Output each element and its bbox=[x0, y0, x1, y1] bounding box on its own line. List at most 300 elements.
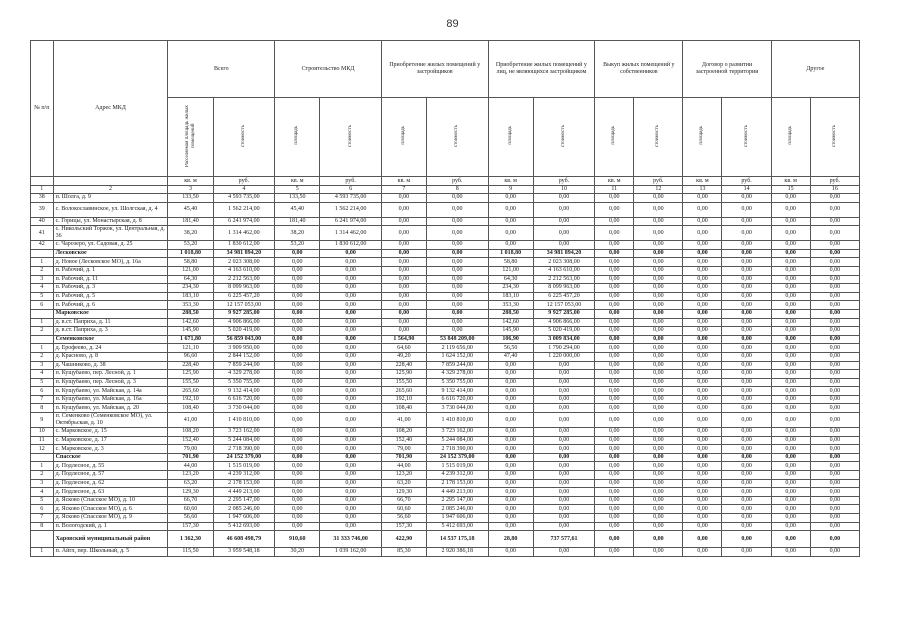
value-cell: 0,00 bbox=[275, 352, 320, 361]
value-cell: 0,00 bbox=[533, 413, 595, 428]
value-cell: 0,00 bbox=[320, 284, 382, 293]
value-cell: 265,60 bbox=[168, 387, 213, 396]
value-cell: 0,00 bbox=[275, 301, 320, 310]
value-cell: 0,00 bbox=[683, 387, 722, 396]
value-cell: 155,50 bbox=[381, 378, 426, 387]
value-cell: 0,00 bbox=[275, 378, 320, 387]
value-cell: 31 333 746,00 bbox=[320, 531, 382, 548]
value-cell: 8 099 963,00 bbox=[213, 284, 275, 293]
value-cell: 0,00 bbox=[810, 361, 859, 370]
value-cell: 0,00 bbox=[771, 258, 810, 267]
value-cell: 58,80 bbox=[488, 258, 533, 267]
value-cell: 0,00 bbox=[595, 436, 634, 445]
value-cell: 60,60 bbox=[381, 505, 426, 514]
address-cell: с. Марковское, д. 3 bbox=[53, 445, 168, 454]
sub-header-text: стоимость bbox=[655, 124, 661, 147]
table-row bbox=[31, 284, 860, 293]
address-cell: Семенковское bbox=[53, 335, 168, 344]
value-cell: 0,00 bbox=[634, 327, 683, 336]
group-header-purchase-others: Приобретение жилых помещений у лиц, не являющихся застройщиком bbox=[488, 41, 595, 98]
address-cell: д. Красново, д. 8 bbox=[53, 352, 168, 361]
value-cell: 0,00 bbox=[810, 479, 859, 488]
value-cell: 0,00 bbox=[595, 202, 634, 217]
value-cell: 0,00 bbox=[488, 378, 533, 387]
value-cell: 2 212 563,00 bbox=[533, 275, 595, 284]
value-cell: 0,00 bbox=[810, 453, 859, 462]
row-number-cell: 1 bbox=[31, 462, 54, 471]
value-cell: 0,00 bbox=[488, 522, 533, 531]
value-cell: 701,90 bbox=[381, 453, 426, 462]
value-cell: 14 537 175,18 bbox=[427, 531, 489, 548]
address-cell: д. Подлесное, д. 55 bbox=[53, 462, 168, 471]
row-number-cell: 39 bbox=[31, 202, 54, 217]
group-total-row bbox=[31, 335, 860, 344]
value-cell: 0,00 bbox=[722, 202, 771, 217]
value-cell: 79,00 bbox=[168, 445, 213, 454]
value-cell: 0,00 bbox=[320, 462, 382, 471]
value-cell: 0,00 bbox=[634, 531, 683, 548]
value-cell: 79,00 bbox=[381, 445, 426, 454]
unit-cell: руб. bbox=[320, 177, 382, 186]
value-cell: 0,00 bbox=[533, 462, 595, 471]
value-cell: 2 295 147,00 bbox=[213, 496, 275, 505]
group-header-other: Другое bbox=[771, 41, 859, 98]
value-cell: 192,10 bbox=[381, 395, 426, 404]
value-cell: 0,00 bbox=[810, 352, 859, 361]
row-number-cell: 2 bbox=[31, 471, 54, 480]
value-cell: 0,00 bbox=[771, 378, 810, 387]
table-row bbox=[31, 404, 860, 413]
value-cell: 45,40 bbox=[275, 202, 320, 217]
value-cell: 0,00 bbox=[683, 479, 722, 488]
value-cell: 0,00 bbox=[595, 496, 634, 505]
col-number: 15 bbox=[771, 186, 810, 194]
value-cell: 0,00 bbox=[683, 309, 722, 318]
value-cell: 0,00 bbox=[771, 505, 810, 514]
value-cell: 44,00 bbox=[381, 462, 426, 471]
value-cell: 0,00 bbox=[320, 453, 382, 462]
value-cell: 0,00 bbox=[427, 217, 489, 226]
value-cell: 0,00 bbox=[595, 258, 634, 267]
value-cell: 0,00 bbox=[683, 471, 722, 480]
row-number-cell: 6 bbox=[31, 301, 54, 310]
value-cell: 0,00 bbox=[810, 327, 859, 336]
value-cell: 0,00 bbox=[595, 505, 634, 514]
value-cell: 2 920 386,18 bbox=[427, 548, 489, 557]
value-cell: 9 927 285,00 bbox=[213, 309, 275, 318]
col-number: 6 bbox=[320, 186, 382, 194]
value-cell: 0,00 bbox=[683, 462, 722, 471]
value-cell: 1 039 162,00 bbox=[320, 548, 382, 557]
row-number-cell: 4 bbox=[31, 370, 54, 379]
row-number-cell bbox=[31, 249, 54, 258]
value-cell: 0,00 bbox=[595, 471, 634, 480]
value-cell: 0,00 bbox=[634, 217, 683, 226]
col-number: 2 bbox=[53, 186, 168, 194]
value-cell: 0,00 bbox=[634, 194, 683, 203]
value-cell: 0,00 bbox=[595, 241, 634, 250]
value-cell: 0,00 bbox=[488, 370, 533, 379]
value-cell: 1 410 810,00 bbox=[427, 413, 489, 428]
value-cell: 0,00 bbox=[595, 514, 634, 523]
value-cell: 0,00 bbox=[595, 194, 634, 203]
table-row bbox=[31, 395, 860, 404]
row-number-cell: 11 bbox=[31, 436, 54, 445]
value-cell: 0,00 bbox=[275, 453, 320, 462]
sub-header-text: площадь bbox=[611, 126, 617, 145]
value-cell: 4 329 278,00 bbox=[427, 370, 489, 379]
value-cell: 0,00 bbox=[634, 258, 683, 267]
value-cell: 0,00 bbox=[320, 344, 382, 353]
col-number: 5 bbox=[275, 186, 320, 194]
value-cell: 0,00 bbox=[771, 404, 810, 413]
value-cell: 0,00 bbox=[722, 241, 771, 250]
value-cell: 157,30 bbox=[168, 522, 213, 531]
value-cell: 0,00 bbox=[634, 413, 683, 428]
value-cell: 0,00 bbox=[320, 301, 382, 310]
address-cell: с. Марковское, д. 17 bbox=[53, 436, 168, 445]
value-cell: 0,00 bbox=[275, 249, 320, 258]
value-cell: 0,00 bbox=[683, 445, 722, 454]
row-number-cell: 9 bbox=[31, 413, 54, 428]
value-cell: 0,00 bbox=[275, 361, 320, 370]
value-cell: 1 624 152,00 bbox=[427, 352, 489, 361]
sub-header-text: стоимость bbox=[831, 124, 837, 147]
value-cell: 0,00 bbox=[683, 352, 722, 361]
value-cell: 3 730 044,00 bbox=[427, 404, 489, 413]
sub-header bbox=[168, 98, 213, 177]
table-row bbox=[31, 488, 860, 497]
col-number: 11 bbox=[595, 186, 634, 194]
value-cell: 108,20 bbox=[168, 428, 213, 437]
value-cell: 0,00 bbox=[275, 258, 320, 267]
value-cell: 0,00 bbox=[722, 194, 771, 203]
value-cell: 0,00 bbox=[533, 241, 595, 250]
value-cell: 0,00 bbox=[683, 370, 722, 379]
value-cell: 0,00 bbox=[771, 462, 810, 471]
table-row bbox=[31, 428, 860, 437]
value-cell: 49,20 bbox=[381, 352, 426, 361]
value-cell: 0,00 bbox=[533, 378, 595, 387]
value-cell: 0,00 bbox=[320, 404, 382, 413]
table-row bbox=[31, 462, 860, 471]
value-cell: 24 152 379,00 bbox=[213, 453, 275, 462]
value-cell: 0,00 bbox=[771, 335, 810, 344]
value-cell: 0,00 bbox=[810, 249, 859, 258]
value-cell: 0,00 bbox=[810, 292, 859, 301]
value-cell: 2 085 246,00 bbox=[213, 505, 275, 514]
value-cell: 0,00 bbox=[275, 387, 320, 396]
group-header-buyout: Выкуп жилых помещений у собственников bbox=[595, 41, 683, 98]
value-cell: 0,00 bbox=[683, 361, 722, 370]
value-cell: 56,50 bbox=[488, 344, 533, 353]
value-cell: 0,00 bbox=[595, 370, 634, 379]
value-cell: 7 859 244,00 bbox=[427, 361, 489, 370]
value-cell: 0,00 bbox=[488, 428, 533, 437]
value-cell: 12 157 053,00 bbox=[213, 301, 275, 310]
table-row bbox=[31, 344, 860, 353]
value-cell: 0,00 bbox=[595, 266, 634, 275]
table-row bbox=[31, 413, 860, 428]
value-cell: 125,90 bbox=[381, 370, 426, 379]
value-cell: 0,00 bbox=[320, 436, 382, 445]
address-cell: д. Ясково (Спасское МО), д. 6 bbox=[53, 505, 168, 514]
value-cell: 53 848 209,00 bbox=[427, 335, 489, 344]
group-total-row bbox=[31, 453, 860, 462]
value-cell: 0,00 bbox=[722, 284, 771, 293]
value-cell: 0,00 bbox=[683, 217, 722, 226]
group-header-development-contract: Договор о развитии застроенной территории bbox=[683, 41, 771, 98]
value-cell: 0,00 bbox=[381, 318, 426, 327]
value-cell: 0,00 bbox=[683, 404, 722, 413]
value-cell: 0,00 bbox=[810, 531, 859, 548]
value-cell: 2 212 563,00 bbox=[213, 275, 275, 284]
address-cell: с. Горицы, ул. Монастырская, д. 8 bbox=[53, 217, 168, 226]
value-cell: 30,20 bbox=[275, 548, 320, 557]
value-cell: 1 515 019,00 bbox=[213, 462, 275, 471]
address-cell: п. Рабочий, д. 1 bbox=[53, 266, 168, 275]
value-cell: 2 718 390,00 bbox=[427, 445, 489, 454]
value-cell: 0,00 bbox=[533, 514, 595, 523]
address-cell: с. Никольский Торжок, ул. Центральная, д. 36 bbox=[53, 226, 168, 241]
value-cell: 4 449 213,00 bbox=[427, 488, 489, 497]
value-cell: 0,00 bbox=[595, 284, 634, 293]
value-cell: 0,00 bbox=[634, 514, 683, 523]
value-cell: 0,00 bbox=[683, 496, 722, 505]
value-cell: 0,00 bbox=[771, 344, 810, 353]
address-cell: п. Рабочий, д. 11 bbox=[53, 275, 168, 284]
value-cell: 64,60 bbox=[381, 344, 426, 353]
value-cell: 2 844 152,00 bbox=[213, 352, 275, 361]
value-cell: 0,00 bbox=[427, 318, 489, 327]
value-cell: 0,00 bbox=[275, 275, 320, 284]
value-cell: 2 119 656,00 bbox=[427, 344, 489, 353]
value-cell: 0,00 bbox=[810, 395, 859, 404]
value-cell: 115,50 bbox=[168, 548, 213, 557]
value-cell: 0,00 bbox=[771, 284, 810, 293]
value-cell: 0,00 bbox=[810, 471, 859, 480]
table-row bbox=[31, 378, 860, 387]
group-total-row bbox=[31, 249, 860, 258]
value-cell: 0,00 bbox=[771, 522, 810, 531]
value-cell: 0,00 bbox=[771, 318, 810, 327]
sub-header-text: площадь bbox=[294, 126, 300, 145]
value-cell: 0,00 bbox=[771, 428, 810, 437]
value-cell: 0,00 bbox=[275, 284, 320, 293]
value-cell: 0,00 bbox=[771, 471, 810, 480]
value-cell: 0,00 bbox=[771, 479, 810, 488]
row-number-cell: 2 bbox=[31, 352, 54, 361]
value-cell: 0,00 bbox=[634, 275, 683, 284]
value-cell: 0,00 bbox=[722, 496, 771, 505]
value-cell: 0,00 bbox=[810, 284, 859, 293]
value-cell: 56,60 bbox=[168, 514, 213, 523]
value-cell: 0,00 bbox=[275, 344, 320, 353]
value-cell: 0,00 bbox=[722, 531, 771, 548]
value-cell: 910,60 bbox=[275, 531, 320, 548]
value-cell: 47,40 bbox=[488, 352, 533, 361]
address-cell: п. Кущубаево, ул. Майская, д. 14а bbox=[53, 387, 168, 396]
value-cell: 0,00 bbox=[381, 284, 426, 293]
value-cell: 4 593 735,00 bbox=[213, 194, 275, 203]
sub-header-text: площадь bbox=[507, 126, 513, 145]
table-row bbox=[31, 202, 860, 217]
value-cell: 0,00 bbox=[488, 202, 533, 217]
value-cell: 0,00 bbox=[810, 505, 859, 514]
unit-cell: руб. bbox=[533, 177, 595, 186]
value-cell: 0,00 bbox=[683, 395, 722, 404]
value-cell: 0,00 bbox=[320, 249, 382, 258]
value-cell: 0,00 bbox=[683, 301, 722, 310]
value-cell: 0,00 bbox=[275, 488, 320, 497]
value-cell: 0,00 bbox=[320, 352, 382, 361]
value-cell: 0,00 bbox=[683, 548, 722, 557]
unit-cell: руб. bbox=[810, 177, 859, 186]
value-cell: 155,50 bbox=[168, 378, 213, 387]
value-cell: 0,00 bbox=[533, 471, 595, 480]
value-cell: 0,00 bbox=[595, 249, 634, 258]
sub-header bbox=[683, 98, 722, 177]
value-cell: 6 241 974,00 bbox=[213, 217, 275, 226]
value-cell: 0,00 bbox=[683, 194, 722, 203]
value-cell: 9 132 414,00 bbox=[213, 387, 275, 396]
value-cell: 0,00 bbox=[634, 378, 683, 387]
value-cell: 0,00 bbox=[533, 428, 595, 437]
value-cell: 0,00 bbox=[771, 266, 810, 275]
value-cell: 0,00 bbox=[722, 352, 771, 361]
table-row bbox=[31, 548, 860, 557]
value-cell: 0,00 bbox=[427, 292, 489, 301]
sub-header-text: Расселяемая площадь жилых помещений bbox=[184, 104, 196, 167]
value-cell: 0,00 bbox=[595, 226, 634, 241]
value-cell: 0,00 bbox=[810, 275, 859, 284]
sub-header-text: стоимость bbox=[743, 124, 749, 147]
row-number-cell: 2 bbox=[31, 266, 54, 275]
value-cell: 4 239 312,00 bbox=[213, 471, 275, 480]
value-cell: 228,40 bbox=[381, 361, 426, 370]
value-cell: 4 239 312,00 bbox=[427, 471, 489, 480]
value-cell: 0,00 bbox=[634, 361, 683, 370]
row-number-cell bbox=[31, 335, 54, 344]
value-cell: 0,00 bbox=[488, 413, 533, 428]
value-cell: 0,00 bbox=[595, 344, 634, 353]
address-cell: с. Волокославинское, ул. Шолгская, д. 4 bbox=[53, 202, 168, 217]
col-number: 12 bbox=[634, 186, 683, 194]
value-cell: 0,00 bbox=[810, 413, 859, 428]
value-cell: 0,00 bbox=[275, 428, 320, 437]
value-cell: 0,00 bbox=[722, 275, 771, 284]
value-cell: 0,00 bbox=[683, 318, 722, 327]
value-cell: 121,00 bbox=[488, 266, 533, 275]
value-cell: 0,00 bbox=[683, 226, 722, 241]
value-cell: 0,00 bbox=[488, 479, 533, 488]
value-cell: 0,00 bbox=[634, 462, 683, 471]
value-cell: 0,00 bbox=[381, 217, 426, 226]
sub-header bbox=[771, 98, 810, 177]
group-header-total: Всего bbox=[168, 41, 275, 98]
value-cell: 0,00 bbox=[275, 479, 320, 488]
value-cell: 0,00 bbox=[683, 344, 722, 353]
value-cell: 0,00 bbox=[427, 266, 489, 275]
value-cell: 0,00 bbox=[634, 226, 683, 241]
value-cell: 0,00 bbox=[722, 335, 771, 344]
value-cell: 0,00 bbox=[683, 453, 722, 462]
value-cell: 0,00 bbox=[533, 479, 595, 488]
value-cell: 0,00 bbox=[771, 453, 810, 462]
value-cell: 0,00 bbox=[771, 413, 810, 428]
value-cell: 2 178 153,00 bbox=[213, 479, 275, 488]
value-cell: 0,00 bbox=[722, 249, 771, 258]
value-cell: 0,00 bbox=[634, 301, 683, 310]
value-cell: 38,20 bbox=[168, 226, 213, 241]
value-cell: 0,00 bbox=[810, 241, 859, 250]
value-cell: 0,00 bbox=[722, 453, 771, 462]
value-cell: 0,00 bbox=[427, 327, 489, 336]
value-cell: 53,20 bbox=[275, 241, 320, 250]
value-cell: 0,00 bbox=[533, 202, 595, 217]
value-cell: 0,00 bbox=[488, 436, 533, 445]
group-total-row bbox=[31, 309, 860, 318]
value-cell: 234,30 bbox=[168, 284, 213, 293]
address-cell: п. Шолга, д. 9 bbox=[53, 194, 168, 203]
housing-table-sheet bbox=[30, 40, 860, 557]
value-cell: 0,00 bbox=[722, 436, 771, 445]
value-cell: 0,00 bbox=[533, 453, 595, 462]
value-cell: 0,00 bbox=[722, 266, 771, 275]
value-cell: 0,00 bbox=[533, 226, 595, 241]
value-cell: 6 241 974,00 bbox=[320, 217, 382, 226]
value-cell: 3 009 834,00 bbox=[533, 335, 595, 344]
value-cell: 0,00 bbox=[595, 548, 634, 557]
value-cell: 0,00 bbox=[634, 266, 683, 275]
unit-cell: руб. bbox=[634, 177, 683, 186]
resettlement-table bbox=[30, 40, 860, 557]
value-cell: 0,00 bbox=[634, 241, 683, 250]
address-cell: д. Подлесное, д. 63 bbox=[53, 488, 168, 497]
table-row bbox=[31, 226, 860, 241]
value-cell: 0,00 bbox=[595, 301, 634, 310]
value-cell: 24 152 379,00 bbox=[427, 453, 489, 462]
value-cell: 0,00 bbox=[722, 445, 771, 454]
value-cell: 0,00 bbox=[320, 387, 382, 396]
address-cell: п. Кущубаево, пер. Лесной, д. 1 bbox=[53, 370, 168, 379]
value-cell: 0,00 bbox=[595, 445, 634, 454]
value-cell: 0,00 bbox=[275, 309, 320, 318]
value-cell: 6 225 457,20 bbox=[533, 292, 595, 301]
value-cell: 0,00 bbox=[320, 514, 382, 523]
row-number-cell: 8 bbox=[31, 522, 54, 531]
value-cell: 0,00 bbox=[595, 531, 634, 548]
unit-cell: руб. bbox=[722, 177, 771, 186]
value-cell: 0,00 bbox=[634, 387, 683, 396]
sub-header-text: стоимость bbox=[560, 124, 566, 147]
table-row bbox=[31, 445, 860, 454]
value-cell: 0,00 bbox=[771, 548, 810, 557]
value-cell: 0,00 bbox=[488, 361, 533, 370]
value-cell: 0,00 bbox=[722, 318, 771, 327]
value-cell: 0,00 bbox=[427, 275, 489, 284]
value-cell: 34 981 894,20 bbox=[533, 249, 595, 258]
value-cell: 701,90 bbox=[168, 453, 213, 462]
address-cell: п. Семенково (Семенковское МО), ул. Октябрьская, д. 10 bbox=[53, 413, 168, 428]
value-cell: 0,00 bbox=[722, 505, 771, 514]
value-cell: 121,00 bbox=[168, 266, 213, 275]
value-cell: 3 730 044,00 bbox=[213, 404, 275, 413]
header-row-column-numbers bbox=[31, 186, 860, 194]
address-cell: п. Рабочий, д. 6 bbox=[53, 301, 168, 310]
value-cell: 0,00 bbox=[634, 522, 683, 531]
value-cell: 0,00 bbox=[810, 301, 859, 310]
